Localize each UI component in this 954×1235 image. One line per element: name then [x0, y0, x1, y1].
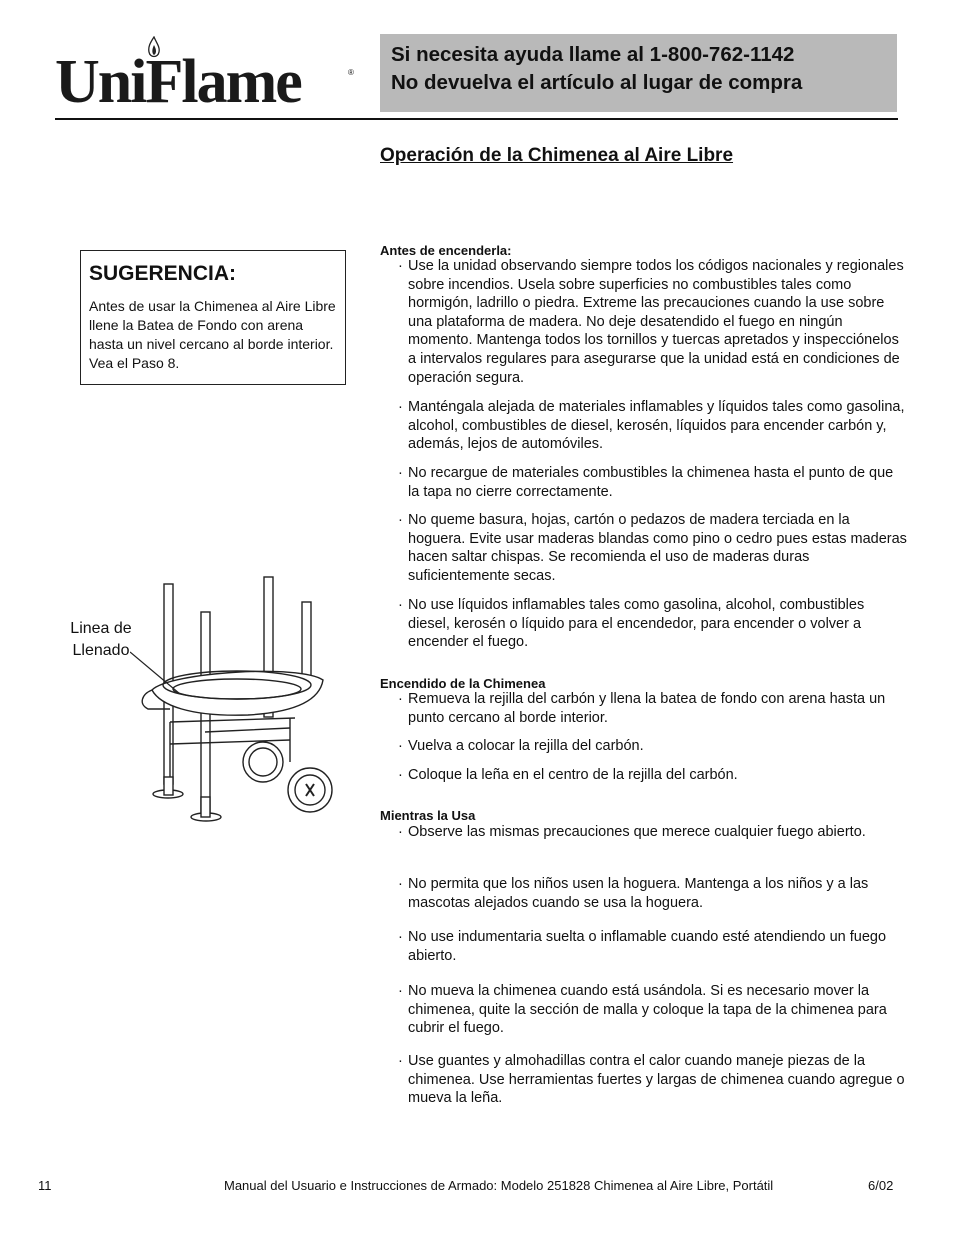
list-item-text: No recargue de materiales combustibles la chimenea hasta el punto de que la tapa no cierre correctamente.: [408, 465, 894, 500]
bullet-marker: ·: [398, 258, 403, 274]
uniflame-logo: [55, 36, 360, 116]
list-item-text: Vuelva a colocar la rejilla del carbón.: [408, 738, 644, 754]
header-divider: [55, 118, 898, 120]
list-item-text: No queme basura, hojas, cartón o pedazos de madera terciada en la hoguera. Evite usar maderas blandas como pino o cedro pues estas maderas hacen saltar chispas. Se recomienda el uso de maderas duras suficientemente secas.: [408, 512, 907, 584]
list-item-text: No use indumentaria suelta o inflamable cuando esté atendiendo un fuego abierto.: [408, 929, 887, 964]
list-item: [398, 737, 908, 756]
list-item-text: Remueva la rejilla del carbón y llena la batea de fondo con arena hasta un punto cercano al borde interior.: [408, 691, 886, 726]
tip-text: Antes de usar la Chimenea al Aire Libre llene la Batea de Fondo con arena hasta un nivel cercano al borde interior. Vea el Paso 8.: [89, 298, 336, 371]
list-item: [398, 875, 908, 912]
list-item-text: No mueva la chimenea cuando está usándola. Si es necesario mover la chimenea, quite la sección de malla y coloque la tapa de la chimenea para cubrir el fuego.: [408, 983, 887, 1037]
footer-date: 6/02: [868, 1178, 894, 1193]
bullet-marker: ·: [398, 929, 403, 945]
bullet-marker: ·: [398, 824, 403, 840]
list-item: [398, 596, 908, 652]
list-item: [398, 690, 908, 727]
list-item-text: No permita que los niños usen la hoguera. Mantenga a los niños y a las mascotas alejados cuando se usa la hoguera.: [408, 876, 869, 911]
fireplace-cart-illustration: [130, 572, 340, 827]
page-number: 11: [38, 1178, 52, 1193]
tip-box: [80, 250, 346, 385]
bullet-marker: ·: [398, 691, 403, 707]
list-item: [398, 464, 908, 501]
logo-wordmark: UniFlame: [55, 48, 301, 116]
bullet-marker: ·: [398, 767, 403, 783]
bullet-marker: ·: [398, 983, 403, 999]
list-item: [398, 928, 908, 965]
section-heading: Antes de encenderla:: [380, 243, 512, 258]
bullet-marker: ·: [398, 465, 403, 481]
return-notice-line: No devuelva el artículo al lugar de compra: [391, 71, 803, 94]
list-item-text: Manténgala alejada de materiales inflamables y líquidos tales como gasolina, alcohol, combustibles de diesel, kerosén, líquidos para encender carbón y, además, lejos de automóviles.: [408, 399, 905, 453]
registered-mark: ®: [348, 68, 354, 77]
fill-line-label: Linea de Llenado: [70, 620, 132, 659]
list-item-text: Observe las mismas precauciones que merece cualquier fuego abierto.: [408, 824, 866, 840]
section-heading: Encendido de la Chimenea: [380, 676, 546, 691]
list-item: [398, 511, 908, 585]
bullet-marker: ·: [398, 399, 403, 415]
list-item: [398, 1052, 908, 1108]
list-item: [398, 766, 908, 785]
bullet-marker: ·: [398, 597, 403, 613]
bullet-marker: ·: [398, 1053, 403, 1069]
help-banner: [380, 34, 897, 112]
bullet-marker: ·: [398, 738, 403, 754]
list-item: [398, 257, 908, 387]
tip-title: SUGERENCIA:: [89, 262, 237, 285]
list-item-text: Coloque la leña en el centro de la rejilla del carbón.: [408, 767, 738, 783]
page-title: Operación de la Chimenea al Aire Libre: [380, 145, 734, 166]
list-item: [398, 823, 908, 842]
list-item-text: Use guantes y almohadillas contra el calor cuando maneje piezas de la chimenea. Use herramientas fuertes y largas de chimenea cuando agregue o mueva la leña.: [408, 1053, 905, 1107]
bullet-marker: ·: [398, 512, 403, 528]
list-item: [398, 398, 908, 454]
list-item-text: No use líquidos inflamables tales como gasolina, alcohol, combustibles diesel, kerosén o líquido para el encendedor, para encender o volver a encender el fuego.: [408, 597, 865, 651]
section-heading: Mientras la Usa: [380, 808, 476, 823]
help-phone-line: Si necesita ayuda llame al 1-800-762-1142: [391, 43, 795, 66]
list-item: [398, 982, 908, 1038]
footer-title: Manual del Usuario e Instrucciones de Armado: Modelo 251828 Chimenea al Aire Libre, Portátil: [224, 1178, 774, 1193]
bullet-marker: ·: [398, 876, 403, 892]
list-item-text: Use la unidad observando siempre todos los códigos nacionales y regionales sobre incendios. Usela sobre superficies no combustibles tales como hormigón, ladrillo o piedra. Extreme las precauciones cuando la use sobre una plataforma de madera. No deje desatendido el fuego en ningún momento. Mantenga todos los tornillos y tuercas apretados y inspecciónelos a intervalos regulares para asegurarse que la unidad está en condiciones de operación segura.: [408, 258, 904, 386]
